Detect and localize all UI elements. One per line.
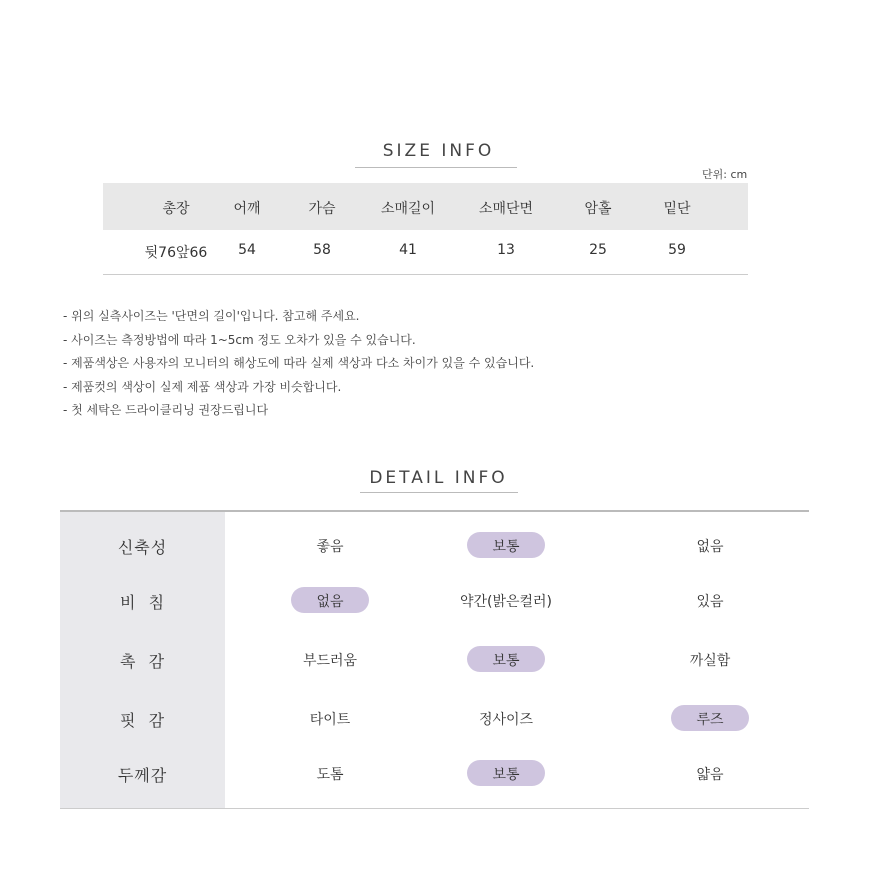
detail-option: 정사이즈 [478, 712, 534, 728]
detail-option-selected: 보통 [492, 539, 520, 555]
detail-option-selected: 보통 [492, 653, 520, 669]
unit-label: 단위: cm [702, 168, 748, 181]
size-header-cell: 소매단면 [478, 201, 534, 217]
detail-row-label: 촉 감 [119, 652, 166, 671]
size-header-cell: 총장 [162, 201, 190, 217]
detail-row-label: 핏 감 [119, 711, 166, 730]
size-header-cell: 암홀 [584, 201, 612, 217]
size-header-cell: 어깨 [233, 201, 261, 217]
size-header-cell: 소매길이 [380, 201, 436, 217]
detail-option-selected: 루즈 [696, 712, 724, 728]
note-line: - 사이즈는 측정방법에 따라 1~5cm 정도 오차가 있을 수 있습니다. [63, 332, 416, 347]
detail-option: 도톰 [316, 767, 344, 783]
detail-option-selected: 보통 [492, 767, 520, 783]
detail-row-label: 신축성 [117, 538, 168, 557]
size-value-cell: 뒷76앞66 [144, 245, 208, 261]
detail-option: 약간(밝은컬러) [459, 594, 553, 610]
detail-info-underline [360, 492, 518, 493]
size-value-cell: 25 [589, 242, 607, 258]
detail-option: 있음 [696, 594, 724, 610]
note-line: - 제품색상은 사용자의 모니터의 해상도에 따라 실제 색상과 다소 차이가 있을 수 있습니다. [63, 356, 535, 370]
detail-option: 없음 [696, 539, 724, 555]
note-line: - 첫 세탁은 드라이클리닝 권장드립니다 [63, 403, 269, 417]
size-notes [63, 305, 534, 423]
size-value-cell: 54 [238, 242, 256, 258]
detail-option: 까실함 [689, 653, 731, 669]
size-info-underline [355, 167, 517, 168]
detail-row-label: 두께감 [117, 766, 168, 785]
detail-table-bottom-border [60, 808, 809, 809]
note-line: - 제품컷의 색상이 실제 제품 색상과 가장 비슷합니다. [63, 379, 342, 394]
size-value-cell: 58 [313, 242, 331, 258]
size-info-title: SIZE INFO [382, 141, 495, 161]
note-line: - 위의 실측사이즈는 '단면의 길이'입니다. 참고해 주세요. [63, 309, 360, 323]
detail-option: 타이트 [309, 712, 351, 728]
size-header-cell: 밑단 [663, 201, 691, 217]
size-table-bottom-line [103, 274, 748, 275]
detail-option-selected: 없음 [316, 594, 344, 610]
detail-info-title: DETAIL INFO [369, 468, 508, 488]
size-value-cell: 13 [497, 242, 515, 258]
detail-row-label: 비 침 [119, 593, 166, 612]
size-value-cell: 59 [668, 242, 686, 258]
detail-option: 좋음 [316, 539, 344, 555]
detail-option: 얇음 [696, 767, 724, 783]
size-value-cell: 41 [399, 242, 417, 258]
detail-option: 부드러움 [302, 653, 358, 669]
size-header-cell: 가슴 [308, 201, 336, 217]
